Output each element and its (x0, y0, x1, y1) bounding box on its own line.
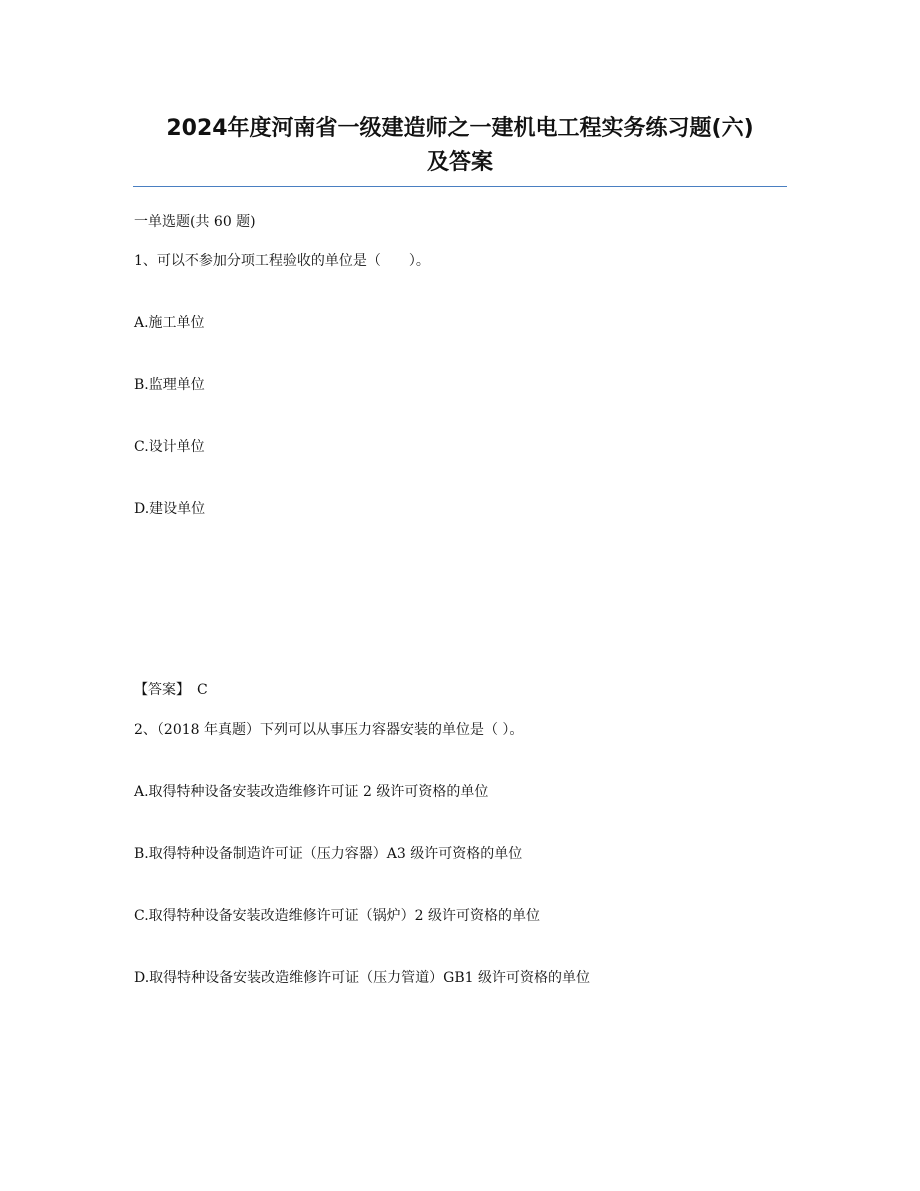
title-divider (133, 186, 787, 187)
question-1-stem: 1、可以不参加分项工程验收的单位是（ ）。 (134, 253, 430, 269)
question-2-option-d: D.取得特种设备安装改造维修许可证（压力管道）GB1 级许可资格的单位 (134, 970, 591, 986)
question-2-stem: 2、（2018 年真题）下列可以从事压力容器安装的单位是（ ）。 (134, 722, 524, 738)
question-1-option-c: C.设计单位 (134, 439, 205, 455)
title-line-2: 及答案 (426, 150, 493, 175)
section-heading: 一单选题(共 60 题) (134, 214, 256, 230)
question-1-option-a: A.施工单位 (134, 315, 205, 331)
question-2-option-a: A.取得特种设备安装改造维修许可证 2 级许可资格的单位 (134, 784, 489, 800)
title-line-1: 2024年度河南省一级建造师之一建机电工程实务练习题(六) (166, 116, 754, 141)
question-2-option-b: B.取得特种设备制造许可证（压力容器）A3 级许可资格的单位 (134, 846, 523, 862)
question-1-answer: 【答案】 C (134, 682, 208, 698)
question-1-option-b: B.监理单位 (134, 377, 205, 393)
question-1-option-d: D.建设单位 (134, 501, 206, 517)
document-title (110, 112, 810, 180)
question-2-option-c: C.取得特种设备安装改造维修许可证（锅炉）2 级许可资格的单位 (134, 908, 541, 924)
